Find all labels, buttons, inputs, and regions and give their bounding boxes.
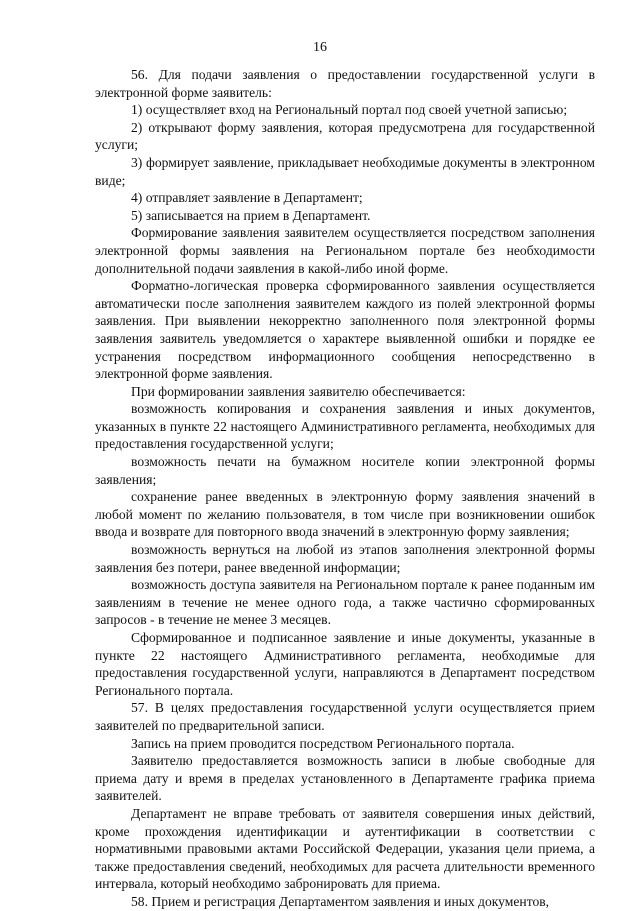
paragraph: Заявителю предоставляется возможность записи в любые свободные для приема дату и время в пределах установленного в Департаменте графика приема заявителей. bbox=[95, 753, 595, 804]
paragraph: сохранение ранее введенных в электронную форму заявления значений в любой момент по желанию пользователя, в том числе при возникновении ошибок ввода и возврате для повторного ввода значений в электронную форму заявления; bbox=[95, 489, 595, 540]
list-item-5: 5) записывается на прием в Департамент. bbox=[131, 207, 371, 223]
paragraph: Сформированное и подписанное заявление и иные документы, указанные в пункте 22 настоящего Административного регламента, необходимые для предоставления государственной услуги, направляются в Департамент посредством Регионального портала. bbox=[95, 630, 595, 698]
list-item-2: 2) открывают форму заявления, которая предусмотрена для государственной услуги; bbox=[95, 119, 595, 153]
paragraph-57: 57. В целях предоставления государственной услуги осуществляется прием заявителей по предварительной записи. bbox=[95, 700, 595, 733]
paragraph-56-intro: 56. Для подачи заявления о предоставлении государственной услуги в электронной форме заявитель: bbox=[95, 67, 595, 100]
paragraph: возможность вернуться на любой из этапов заполнения электронной формы заявления без потери, ранее введенной информации; bbox=[95, 542, 595, 575]
list-item-1: 1) осуществляет вход на Региональный портал под своей учетной записью; bbox=[131, 102, 568, 118]
document-body bbox=[95, 66, 595, 911]
paragraph: возможность копирования и сохранения заявления и иных документов, указанных в пункте 22 настоящего Административного регламента, необходимых для предоставления государственной услуги; bbox=[95, 401, 595, 452]
paragraph-58: 58. Прием и регистрация Департаментом заявления и иных документов, bbox=[131, 893, 550, 909]
paragraph: Запись на прием проводится посредством Регионального портала. bbox=[131, 735, 515, 751]
list-item-3: 3) формирует заявление, прикладывает необходимые документы в электронном виде; bbox=[95, 154, 595, 188]
paragraph: Департамент не вправе требовать от заявителя совершения иных действий, кроме прохождения идентификации и аутентификации в соответствии с нормативными правовыми актами Российской Федерации, указания цели приема, а также предоставления сведений, необходимых для расчета длительности временного интервала, который необходимо забронировать для приема. bbox=[95, 805, 595, 892]
paragraph: Формирование заявления заявителем осуществляется посредством заполнения электронной формы заявления на Региональном портале без необходимости дополнительной подачи заявления в какой-либо иной форме. bbox=[95, 225, 595, 276]
paragraph: возможность доступа заявителя на Региональном портале к ранее поданным им заявлениям в течение не менее одного года, а также частично сформированных запросов - в течение не менее 3 месяцев. bbox=[95, 577, 595, 628]
page-number: 16 bbox=[313, 40, 327, 55]
list-item-4: 4) отправляет заявление в Департамент; bbox=[131, 190, 363, 206]
paragraph: При формировании заявления заявителю обеспечивается: bbox=[131, 383, 466, 399]
paragraph: возможность печати на бумажном носителе копии электронной формы заявления; bbox=[95, 454, 595, 487]
paragraph: Форматно-логическая проверка сформированного заявления осуществляется автоматически после заполнения заявителем каждого из полей электронной формы заявления. При выявлении некорректно заполненного поля электронной формы заявления заявитель уведомляется о характере выявленной ошибки и порядке ее устранения посредством информационного сообщения непосредственно в электронной форме заявления. bbox=[95, 278, 595, 382]
